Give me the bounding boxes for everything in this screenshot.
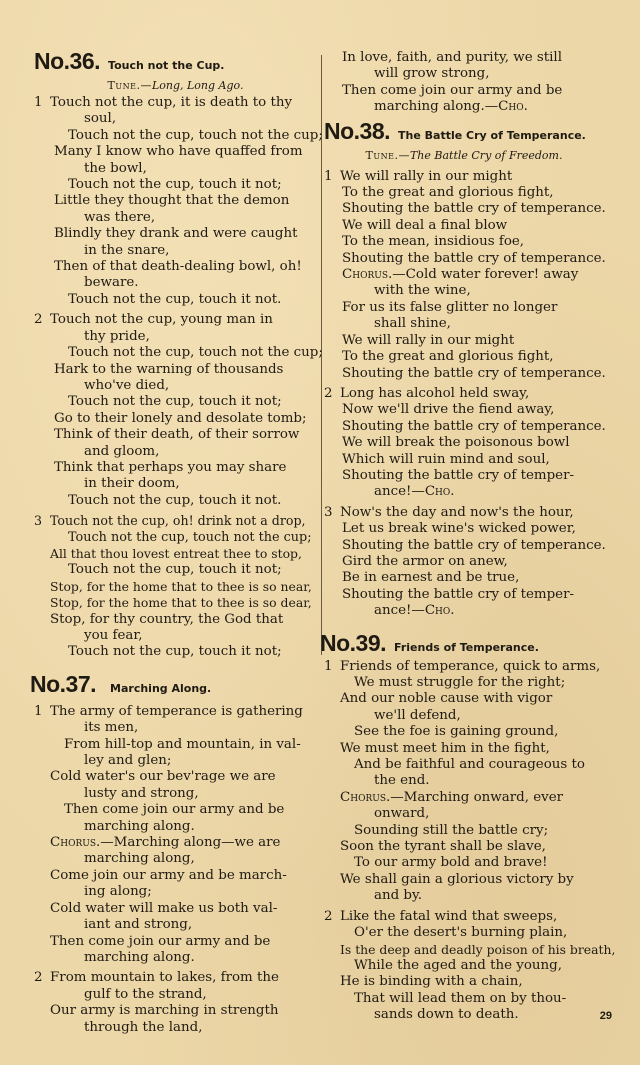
hymn-37-heading: [30, 670, 317, 700]
verse-line: Now we'll drive the fiend away,: [342, 402, 555, 418]
tune-line: Tune.—The Battle Cry of Freedom.: [365, 148, 563, 162]
verse-line: in the snare,: [84, 242, 170, 258]
verse-line: Blindly they drank and were caught: [54, 226, 298, 242]
verse-line: ance!—Cho.: [374, 484, 455, 500]
hymn-38-heading: [324, 117, 604, 147]
verse-line: ing along;: [84, 884, 152, 900]
verse-number: 1: [34, 703, 43, 719]
verse-line: And our noble cause with vigor: [340, 691, 553, 707]
verse-line: iant and strong,: [84, 917, 193, 933]
verse-line: gulf to the strand,: [84, 986, 207, 1002]
verse-line: Cold water's our bev'rage we are: [50, 769, 276, 785]
verse-line: Let us break wine's wicked power,: [342, 521, 576, 537]
verse-line: And be faithful and courageous to: [354, 757, 585, 773]
verse-number: 2: [324, 385, 333, 401]
verse-line: 2 From mountain to lakes, from the: [34, 970, 279, 986]
verse-line: Touch not the cup, touch not the cup;: [68, 529, 312, 545]
verse-line: Our army is marching in strength: [50, 1003, 279, 1019]
verse-line: 3 Now's the day and now's the hour,: [324, 504, 574, 520]
hymn-title: Marching Along.: [110, 681, 212, 695]
verse-line: and by.: [374, 888, 423, 904]
verse-line: Is the deep and deadly poison of his breath,: [340, 941, 616, 957]
verse-line: Touch not the cup, touch it not;: [68, 562, 282, 578]
verse-line: Touch not the cup, touch not the cup;: [68, 127, 323, 143]
verse-line: who've died,: [84, 377, 170, 393]
verse-line: In love, faith, and purity, we still: [342, 50, 562, 65]
verse-line: We will deal a final blow: [342, 217, 508, 233]
verse-line: through the land,: [84, 1019, 203, 1035]
hymn-37-continued: [324, 50, 604, 116]
verse-line: To our army bold and brave!: [354, 855, 548, 871]
verse-line: ance!—Cho.: [374, 603, 455, 619]
hymn-39-heading: [320, 629, 604, 659]
hymn-36-heading: [34, 50, 317, 77]
verse-line: Be in earnest and be true,: [342, 570, 520, 586]
verse-line: While the aged and the young,: [354, 957, 562, 973]
verse-line: lusty and strong,: [84, 785, 199, 801]
verse-line: shall shine,: [374, 316, 451, 332]
verse-line: We will break the poisonous bowl: [342, 435, 570, 451]
chorus-line: Chorus.—Cold water forever! away: [342, 267, 579, 283]
verse-line: We must meet him in the fight,: [340, 740, 550, 756]
verse-line: Shouting the battle cry of temper-: [342, 586, 574, 602]
hymn-37: [30, 670, 317, 1036]
hymn-number: No.39.: [320, 629, 387, 656]
hymn-number: No.37.: [30, 670, 97, 697]
verse-line: Touch not the cup, touch it not.: [68, 291, 282, 307]
verse-number: 1: [324, 658, 333, 674]
verse-line: Think that perhaps you may share: [54, 459, 287, 475]
verse-line: To the great and glorious fight,: [342, 349, 554, 365]
verse-line: Hark to the warning of thousands: [54, 361, 284, 377]
verse-line: Soon the tyrant shall be slave,: [340, 839, 546, 855]
verse-line: its men,: [84, 720, 139, 736]
verse-line: Then come join our army and be: [50, 933, 271, 949]
verse-line: Gird the armor on anew,: [342, 553, 508, 569]
verse-number: 1: [324, 168, 333, 184]
verse-line: See the foe is gaining ground,: [354, 724, 559, 740]
verse-line: Think of their death, of their sorrow: [54, 427, 300, 443]
verse-number: 2: [324, 908, 333, 924]
verse-line: Stop, for the home that to thee is so near,: [50, 578, 312, 594]
verse-line: From hill-top and mountain, in val-: [64, 736, 301, 752]
chorus-line: Chorus.—Marching along—we are: [50, 835, 281, 851]
verse-line: marching along.: [84, 949, 195, 965]
verse-line: 2 Long has alcohol held sway,: [324, 385, 530, 401]
verse-line: Which will ruin mind and soul,: [342, 451, 550, 467]
verse-line: was there,: [84, 209, 156, 225]
verse-line: beware.: [84, 275, 139, 291]
hymn-title: Friends of Temperance.: [394, 640, 539, 654]
verse-line: you fear,: [84, 628, 143, 643]
verse-line: To the mean, insidious foe,: [342, 234, 525, 250]
verse-line: We must struggle for the right;: [354, 675, 566, 690]
verse-number: 1: [34, 95, 43, 110]
verse-number: 2: [34, 970, 43, 986]
verse-line: will grow strong,: [374, 66, 490, 82]
verse-line: Sounding still the battle cry;: [354, 822, 549, 838]
verse-line: marching along.—Cho.: [374, 99, 528, 115]
verse-line: Touch not the cup, touch it not;: [68, 177, 282, 193]
verse-line: Stop, for the home that to thee is so dear,: [50, 595, 312, 611]
verse-line: with the wine,: [374, 283, 471, 299]
hymn-36: [34, 48, 323, 661]
verse-line: Come join our army and be march-: [50, 867, 287, 883]
verse-line: ley and glen;: [84, 753, 172, 769]
verse-line: 1 The army of temperance is gathering: [34, 703, 303, 719]
verse-line: marching along.: [84, 818, 195, 834]
verse-line: Touch not the cup, touch it not;: [68, 644, 282, 660]
verse-line: 3 Touch not the cup, oh! drink not a drop,: [34, 513, 306, 529]
verse-line: 1 We will rally in our might: [324, 168, 513, 184]
verse-line: onward,: [374, 806, 430, 822]
verse-line: the end.: [374, 773, 430, 789]
verse-number: 3: [324, 504, 333, 520]
verse-line: Touch not the cup, touch not the cup;: [68, 345, 323, 361]
hymn-title: The Battle Cry of Temperance.: [398, 128, 586, 142]
verse-line: the bowl,: [84, 160, 147, 176]
verse-line: Stop, for thy country, the God that: [50, 611, 284, 627]
verse-line: we'll defend,: [374, 707, 461, 723]
verse-line: Touch not the cup, touch it not;: [68, 394, 282, 410]
verse-line: Then come join our army and be: [342, 82, 563, 98]
verse-line: Shouting the battle cry of temperance.: [342, 201, 606, 217]
verse-number: 3: [34, 513, 43, 529]
hymn-38: [324, 117, 606, 620]
verse-line: 2 Touch not the cup, young man in: [34, 312, 273, 328]
verse-line: Little they thought that the demon: [54, 193, 290, 209]
verse-line: soul,: [84, 111, 117, 127]
verse-line: Shouting the battle cry of temperance.: [342, 537, 606, 553]
verse-line: sands down to death.: [374, 1007, 519, 1023]
verse-line: 1 Touch not the cup, it is death to thy: [34, 95, 293, 110]
chorus-line: Chorus.—Marching onward, ever: [340, 789, 564, 805]
verse-line: All that thou lovest entreat thee to stop,: [50, 545, 302, 561]
page-number: 29: [599, 1010, 612, 1022]
verse-line: Go to their lonely and desolate tomb;: [54, 410, 307, 426]
verse-number: 2: [34, 312, 43, 328]
verse-line: 1 Friends of temperance, quick to arms,: [324, 658, 601, 674]
verse-line: Touch not the cup, touch it not.: [68, 492, 282, 508]
verse-line: Shouting the battle cry of temper-: [342, 467, 574, 483]
hymn-number: No.36.: [34, 48, 101, 74]
verse-line: Cold water will make us both val-: [50, 900, 278, 916]
hymn-title: Touch not the Cup.: [108, 59, 225, 72]
verse-line: and gloom,: [84, 443, 160, 459]
verse-line: We shall gain a glorious victory by: [340, 871, 574, 887]
verse-line: He is binding with a chain,: [340, 974, 523, 990]
verse-line: marching along,: [84, 851, 195, 867]
verse-line: That will lead them on by thou-: [354, 990, 567, 1006]
verse-line: 2 Like the fatal wind that sweeps,: [324, 908, 558, 924]
tune-line: Tune.—Long, Long Ago.: [107, 79, 244, 92]
hymn-number: No.38.: [324, 117, 391, 144]
verse-line: Shouting the battle cry of temperance.: [342, 418, 606, 434]
verse-line: Then come join our army and be: [64, 802, 285, 818]
verse-line: For us its false glitter no longer: [342, 299, 558, 315]
verse-line: O'er the desert's burning plain,: [354, 925, 568, 941]
verse-line: To the great and glorious fight,: [342, 185, 554, 201]
left-column: [30, 48, 323, 1036]
verse-line: in their doom,: [84, 476, 180, 492]
verse-line: Many I know who have quaffed from: [54, 144, 303, 160]
verse-line: We will rally in our might: [342, 332, 515, 348]
verse-line: thy pride,: [84, 328, 150, 344]
verse-line: Shouting the battle cry of temperance.: [342, 250, 606, 266]
verse-line: Then of that death-dealing bowl, oh!: [54, 259, 302, 275]
verse-line: Shouting the battle cry of temperance.: [342, 365, 606, 381]
